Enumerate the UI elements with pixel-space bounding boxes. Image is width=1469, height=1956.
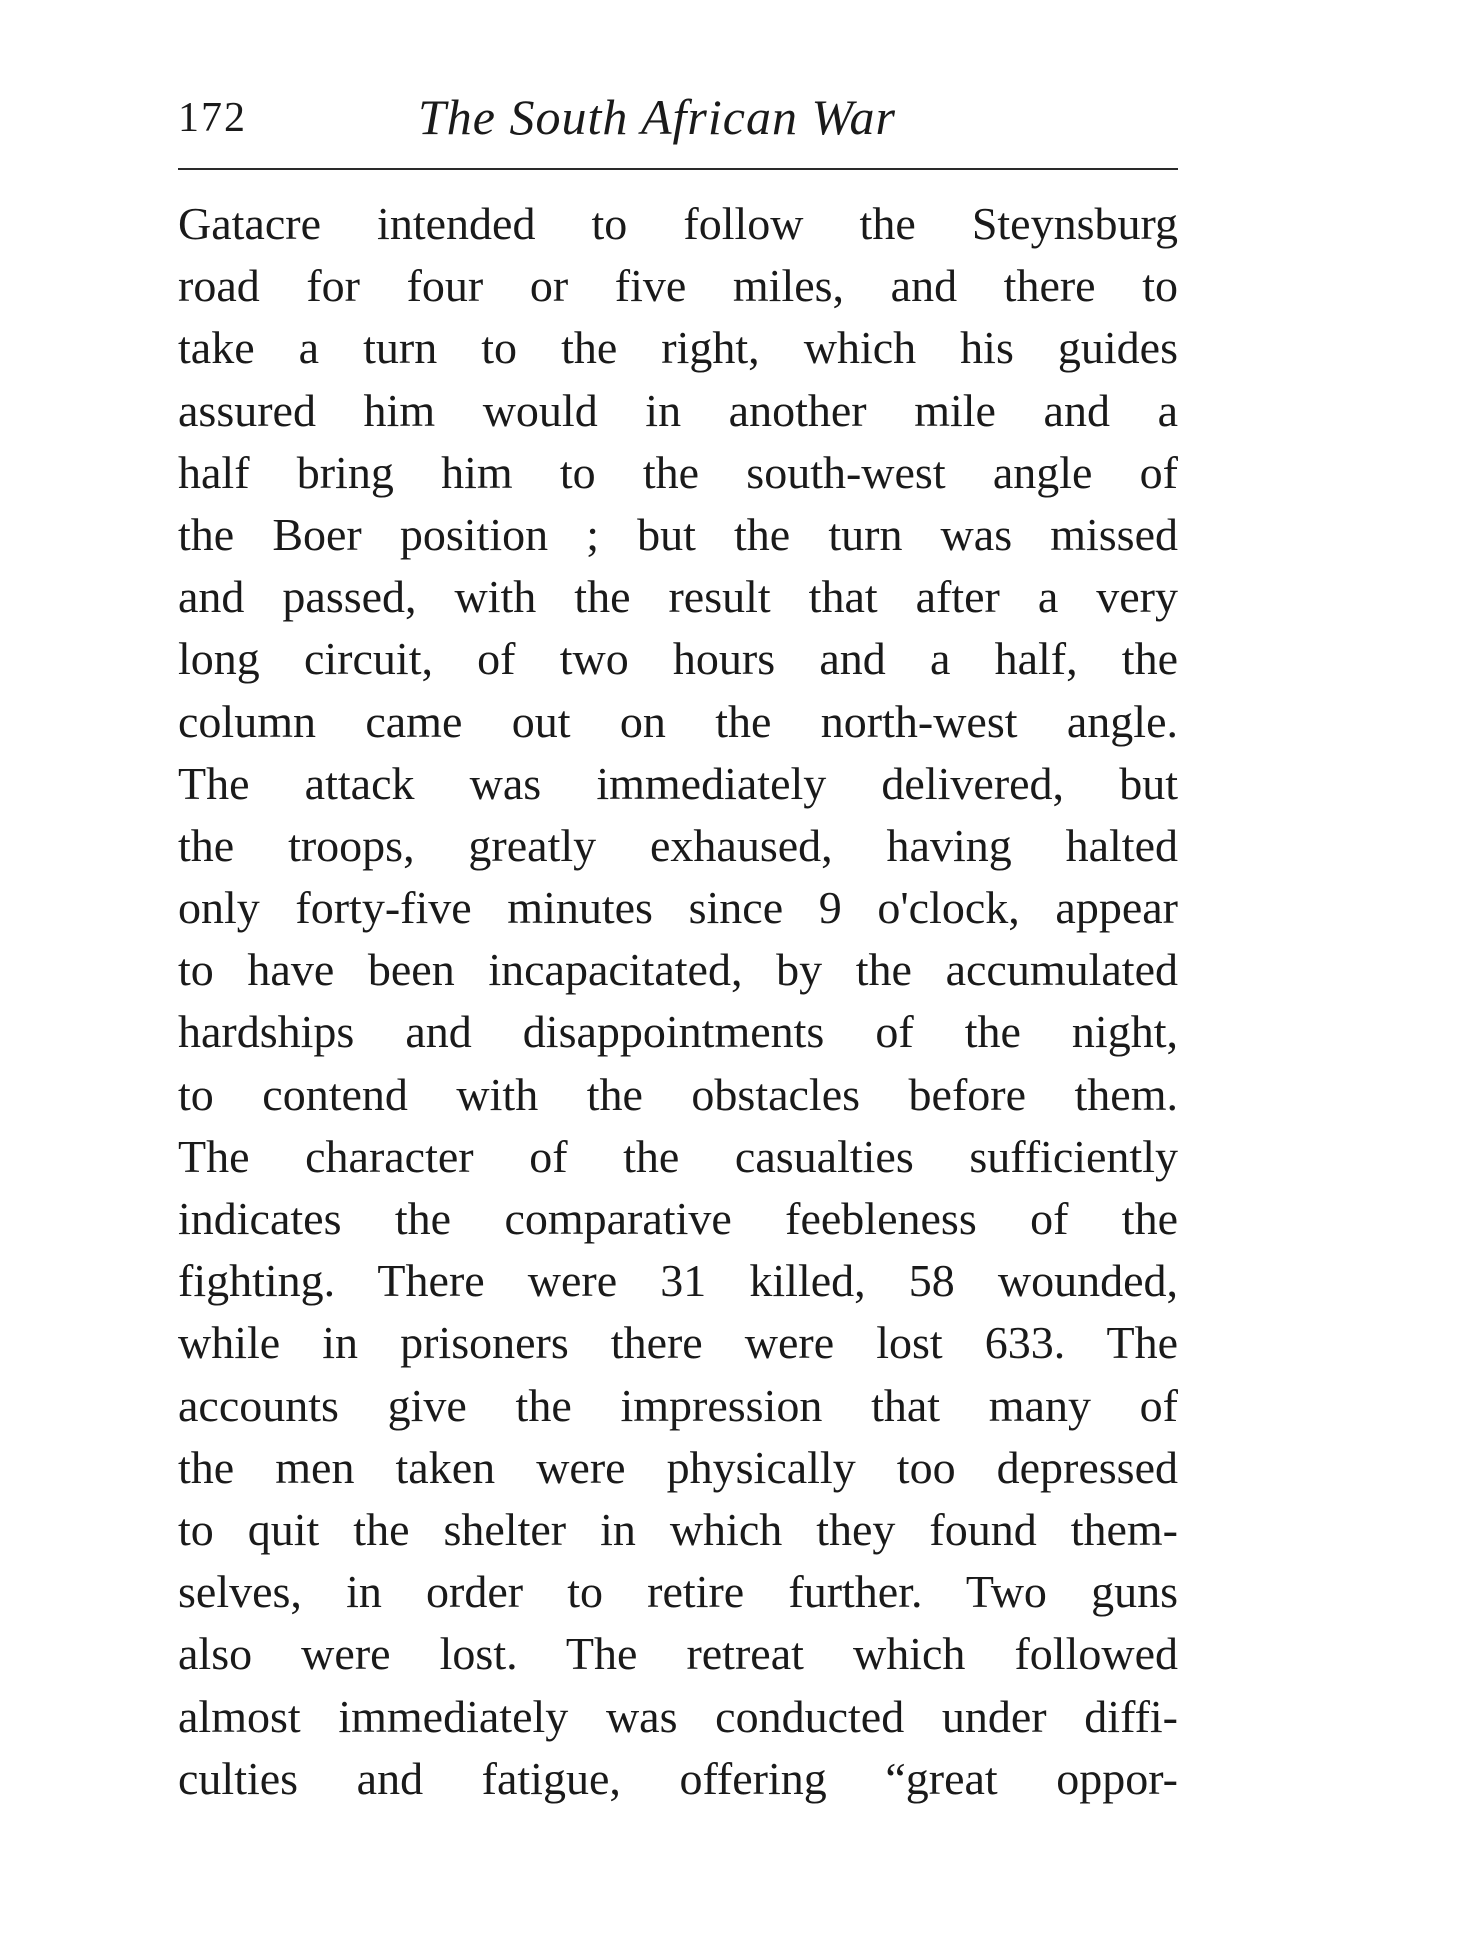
text-line: road for four or five miles, and there to [178,260,1178,312]
text-line: to contend with the obstacles before them. [178,1068,1178,1120]
text-line: fighting. There were 31 killed, 58 wounded, [178,1255,1178,1307]
text-line: half bring him to the south-west angle of [178,446,1178,498]
text-line: selves, in order to retire further. Two guns [178,1566,1178,1618]
book-page [178,88,1178,1804]
text-line: Gatacre intended to follow the Steynsburg [178,198,1178,249]
text-line: only forty-five minutes since 9 o'clock, appear [178,882,1178,934]
text-line: indicates the comparative feebleness of the [178,1193,1178,1244]
text-line: long circuit, of two hours and a half, the [178,633,1178,685]
text-line: The attack was immediately delivered, but [178,757,1178,809]
text-line: to have been incapacitated, by the accumulated [178,944,1178,996]
page-number: 172 [178,95,247,141]
text-line: take a turn to the right, which his guides [178,322,1178,374]
text-line: accounts give the impression that many of [178,1379,1178,1431]
text-line: and passed, with the result that after a very [178,571,1178,623]
text-line: the troops, greatly exhaused, having halted [178,819,1178,871]
text-line: culties and fatigue, offering “great oppor- [178,1752,1178,1804]
text-line: almost immediately was conducted under diffi- [178,1690,1178,1742]
text-line: The character of the casualties sufficiently [178,1130,1178,1182]
text-line: the Boer position ; but the turn was missed [178,508,1178,560]
text-line: while in prisoners there were lost 633. The [178,1317,1178,1369]
text-line: assured him would in another mile and a [178,384,1178,436]
text-line: hardships and disappointments of the night, [178,1006,1178,1058]
text-line: column came out on the north-west angle. [178,695,1178,747]
body-text [178,193,1178,1810]
running-head [178,88,1178,160]
text-line: also were lost. The retreat which followed [178,1628,1178,1680]
text-line: the men taken were physically too depressed [178,1441,1178,1493]
text-line: to quit the shelter in which they found them- [178,1503,1178,1555]
header-rule [178,168,1178,170]
running-title: The South African War [418,89,896,145]
